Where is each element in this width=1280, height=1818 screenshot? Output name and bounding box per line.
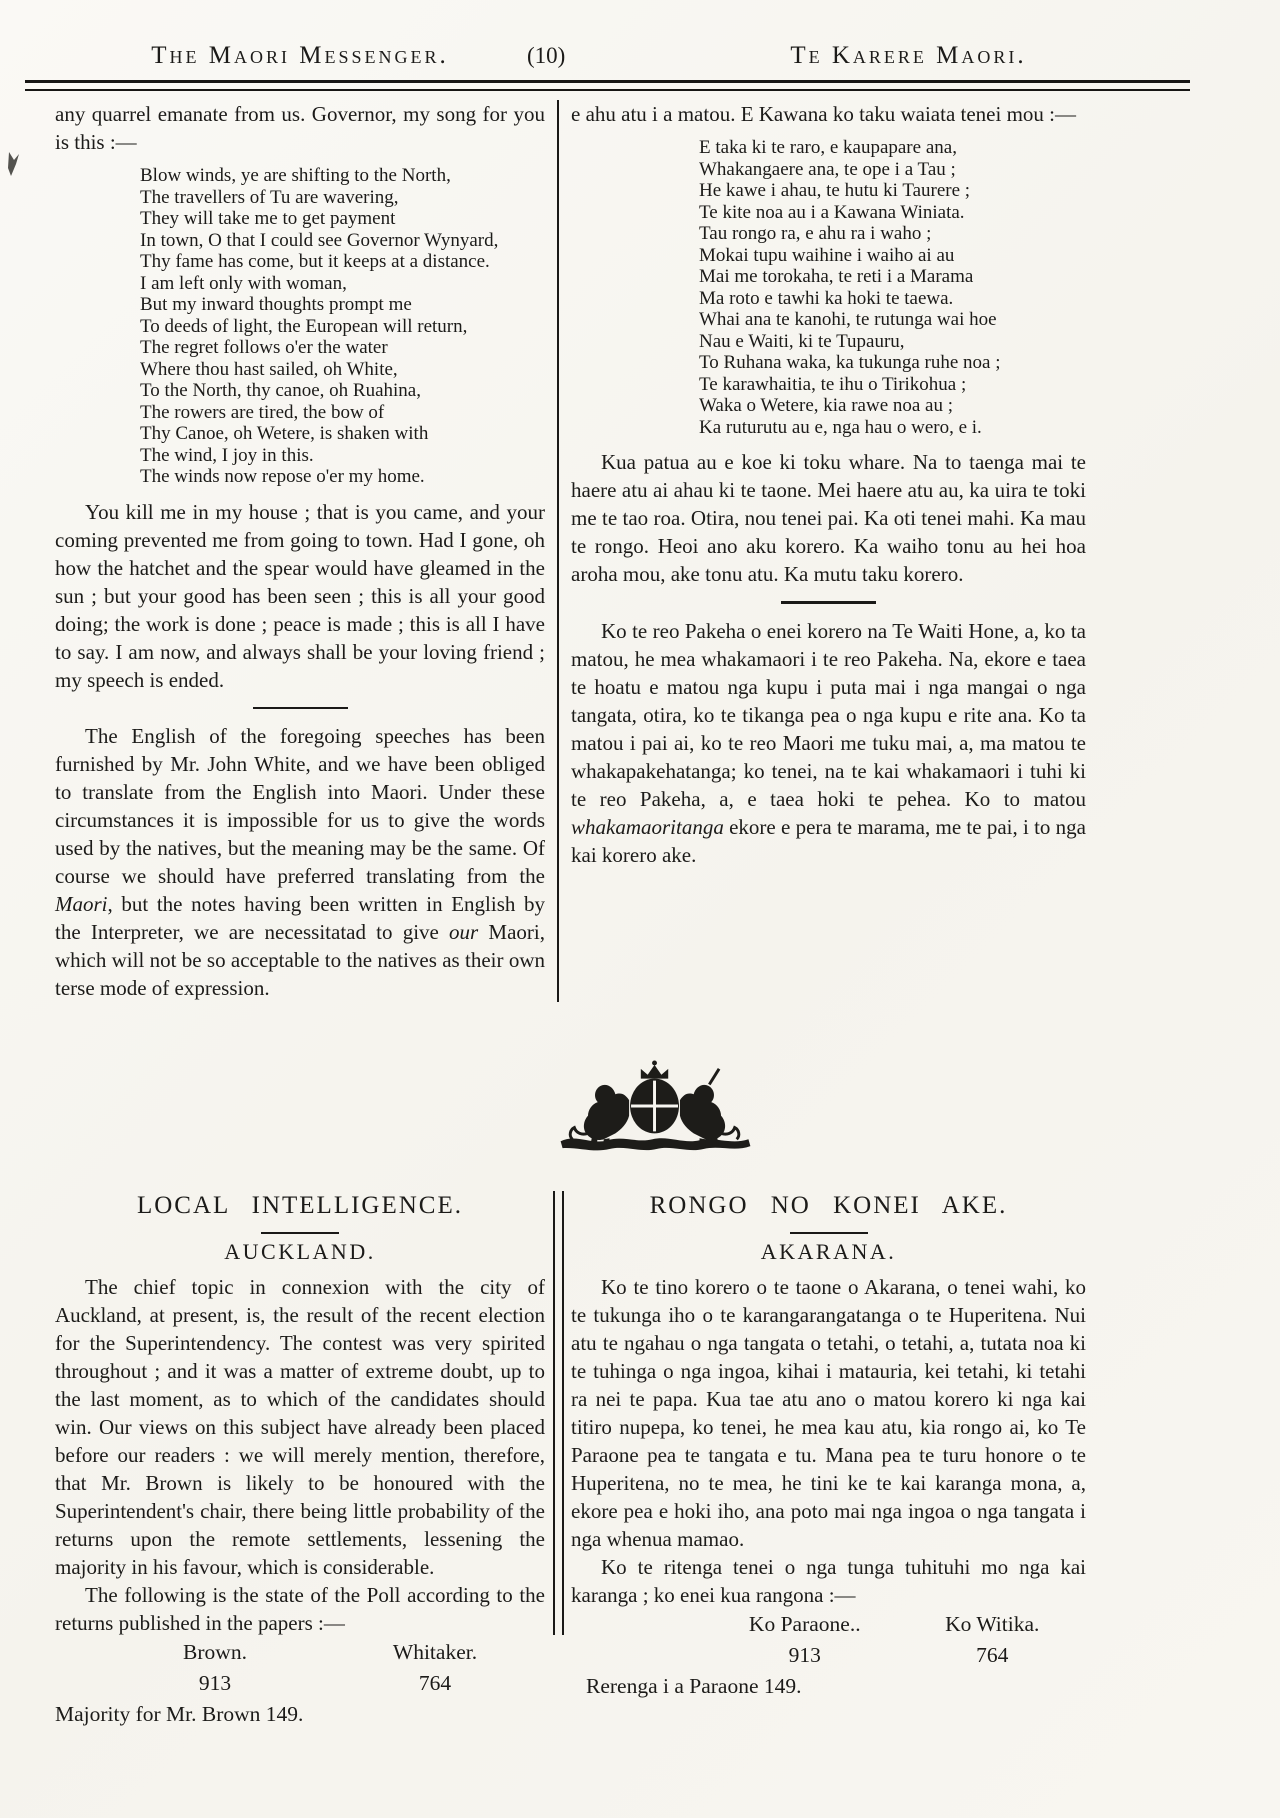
masthead-title-left: The Maori Messenger. [151,42,449,69]
poem-line: To the North, thy canoe, oh Ruahina, [140,380,421,401]
english-column [55,100,545,1002]
poll-candidate-name: Ko Witika. [945,1612,1040,1636]
heading-rule [261,1232,339,1234]
poll-candidate-name: Whitaker. [392,1640,478,1664]
poem-line: Tau rongo ra, e ahu ra i waho ; [699,223,932,244]
election-report-paragraph: The chief topic in connexion with the city of Auckland, at present, is, the result of the recent election for the Superintendency. The contest was very spirited throughout ; and it was a matter of extreme doubt, up to the last moment, as to which of the candidates should win. Our views on this subject have already been placed before our readers : we will merely mention, therefore, that Mr. Brown is likely to be honoured with the Superintendent's chair, there being little probability of the returns upon the remote settlements, lessening the majority in his favour, which is considerable. [55,1275,545,1579]
poll-candidate-names [55,1637,545,1668]
column-divider [557,100,559,1002]
poem-line: I am left only with woman, [140,272,347,294]
poll-candidate-name: Brown. [183,1640,247,1664]
poem-line: Waka o Wetere, kia rawe noa au ; [699,395,954,416]
poem-line: Whai ana te kanohi, te rutunga wai hoe [699,309,997,330]
crest-row [55,1057,1086,1155]
masthead [55,42,1086,70]
section-divider-rule [781,601,876,604]
maori-speech-paragraph: Kua patua au e koe ki toku whare. Na to taenga mai te haere atu ai ahau ki te taone. Mei haere atu au, ka uira te toki me te tao roa. Otira, nou tenei pai. Ka oti tenei mahi. Ka mau te rongo. Heoi ano aku korero. Ka waiho tonu au hei hoa aroha mou, ake tonu atu. Ka mutu taku korero. [571,450,1086,586]
poem-line: Thy Canoe, oh Wetere, is shaken with [140,423,429,444]
english-waiata-poem [140,165,545,488]
poem-line: Blow winds, ye are shifting to the North, [140,165,451,186]
poll-intro-paragraph-maori: Ko te ritenga tenei o nga tunga tuhituhi mo nga kai karanga ; ko enei kua rangona :— [571,1555,1086,1607]
poem-line: Whakangaere ana, te ope i a Tau ; [699,158,956,180]
poem-line: Nau e Waiti, ki te Tupauru, [699,330,905,352]
english-translation-note: The English of the foregoing speeches has been furnished by Mr. John White, and we have been obliged to translate from the English into Maori. Under these circumstances it is impossible for us to give the words used by the natives, but the meaning may be the same. Of course we should have preferred translating from the Maori, but the notes having been written in English by the Interpreter, we are necessitatad to give our Maori, which will not be so acceptable to the natives as their own terse mode of expression. [55,724,545,1000]
poll-vote-count: 764 [976,1643,1009,1667]
poem-line: Where thou hast sailed, oh White, [140,358,398,380]
poem-line: The wind, I joy in this. [140,444,314,466]
poem-line: They will take me to get payment [140,208,396,229]
poll-intro-paragraph: The following is the state of the Poll according to the returns published in the papers :— [55,1583,545,1635]
section-divider-rule [253,707,348,710]
rongo-heading: RONGO NO KONEI AKE. [649,1192,1008,1219]
poem-line: Te karawhaitia, te ihu o Tirikohua ; [699,373,967,395]
poll-vote-count: 913 [788,1643,821,1667]
scan-ink-smudge-icon [5,150,27,184]
english-speech-paragraph: You kill me in my house ; that is you came, and your coming prevented me from going to town. Had I gone, oh how the hatchet and the spear would have gleamed in the sun ; but your good has been seen ; this is all your good doing; the work is done ; peace is made ; this is all I have to say. I am now, and always shall be your loving friend ; my speech is ended. [55,499,545,692]
royal-coat-of-arms-icon [543,1057,768,1155]
local-intelligence-heading: LOCAL INTELLIGENCE. [136,1192,463,1219]
maori-waiata-poem [699,137,1086,438]
local-intelligence-section [55,1191,1086,1730]
majority-line: Majority for Mr. Brown 149. [55,1702,304,1726]
poem-line: Mai me torokaha, te reti i a Marama [699,266,974,287]
masthead-double-rule [25,80,1190,91]
poem-line: Mokai tupu waihine i waiho ai au [699,244,955,266]
poll-vote-counts [571,1640,1086,1671]
poem-line: The travellers of Tu are wavering, [140,186,399,208]
masthead-title-right: Te Karere Maori. [790,42,1027,69]
poll-candidate-name: Ko Paraone.. [748,1612,861,1636]
maori-local-column [571,1191,1086,1730]
poll-vote-count: 764 [418,1671,452,1695]
poem-line: The winds now repose o'er my home. [140,466,425,487]
poll-vote-counts [55,1668,545,1699]
poem-line: To Ruhana waka, ka tukunga ruhe noa ; [699,352,1001,373]
poem-line: Ka ruturutu au e, nga hau o wero, e i. [699,416,982,438]
majority-line-maori: Rerenga i a Paraone 149. [586,1674,802,1698]
poll-vote-count: 913 [198,1671,232,1695]
continuation-paragraph: any quarrel emanate from us. Governor, my song for you is this :— [55,102,545,154]
heading-rule [790,1232,868,1234]
poem-line: Thy fame has come, but it keeps at a distance. [140,251,490,272]
masthead-page-number: (10) [527,43,566,68]
maori-column [571,100,1086,1002]
poem-line: The regret follows o'er the water [140,337,388,358]
poem-line: Te kite noa au i a Kawana Winiata. [699,201,965,223]
election-report-paragraph-maori: Ko te tino korero o te taone o Akarana, o tenei wahi, ko te tukunga iho o te karangarangatanga o te Huperitena. Nui atu te ngahau o nga tangata o tetahi, o tetahi, a, tutata noa ki te tuhinga o nga ingoa, kihai i matauria, kei tetahi, ki tetahi ra nei te papa. Kua tae atu ano o matou korero ki nga kai titiro nupepa, ko tenei, he mea kau atu, kia rongo ai, ko Te Paraone pea te tangata e tu. Mana pea te turu honore o te Huperitena, no te mea, he tini ke te kai karanga mona, a, ekore pea e hoki iho, ana poto mai nga ingoa o nga tangata i nga whenua mamao. [571,1275,1086,1551]
poem-line: Ma roto e tawhi ka hoki te taewa. [699,287,954,309]
page-content [55,42,1086,1730]
akarana-subheading: AKARANA. [760,1239,897,1264]
continuation-paragraph-maori: e ahu atu i a matou. E Kawana ko taku waiata tenei mou :— [571,102,1076,126]
poem-line: The rowers are tired, the bow of [140,401,385,423]
poem-line: E taka ki te raro, e kaupapare ana, [699,137,957,158]
poem-line: He kawe i ahau, te hutu ki Taurere ; [699,180,971,201]
poem-line: But my inward thoughts prompt me [140,294,412,315]
speeches-section [55,100,1086,1002]
auckland-subheading: AUCKLAND. [224,1239,376,1264]
poll-candidate-names [571,1609,1086,1640]
column-divider [553,1191,564,1635]
maori-translation-note: Ko te reo Pakeha o enei korero na Te Waiti Hone, a, ko ta matou, he mea whakamaori i te reo Pakeha. Na, ekore e taea te hoatu e matou nga kupu i puta mai i nga mangai o nga tangata, otira, ko te tikanga pea o nga kupu e rite ana. Ko ta matou i pai ai, ko te reo Maori me tuku mai, a, ma matou te whakapakehatanga; ko tenei, na te kai whakamaori i tuhi ki te reo Pakeha, a, e taea hoki te pehea. Ko to matou whakamaoritanga ekore e pera te marama, me te pai, i to nga kai korero ake. [571,618,1086,867]
poem-line: In town, O that I could see Governor Wynyard, [140,229,499,251]
english-local-column [55,1191,545,1730]
poem-line: To deeds of light, the European will return, [140,315,468,337]
